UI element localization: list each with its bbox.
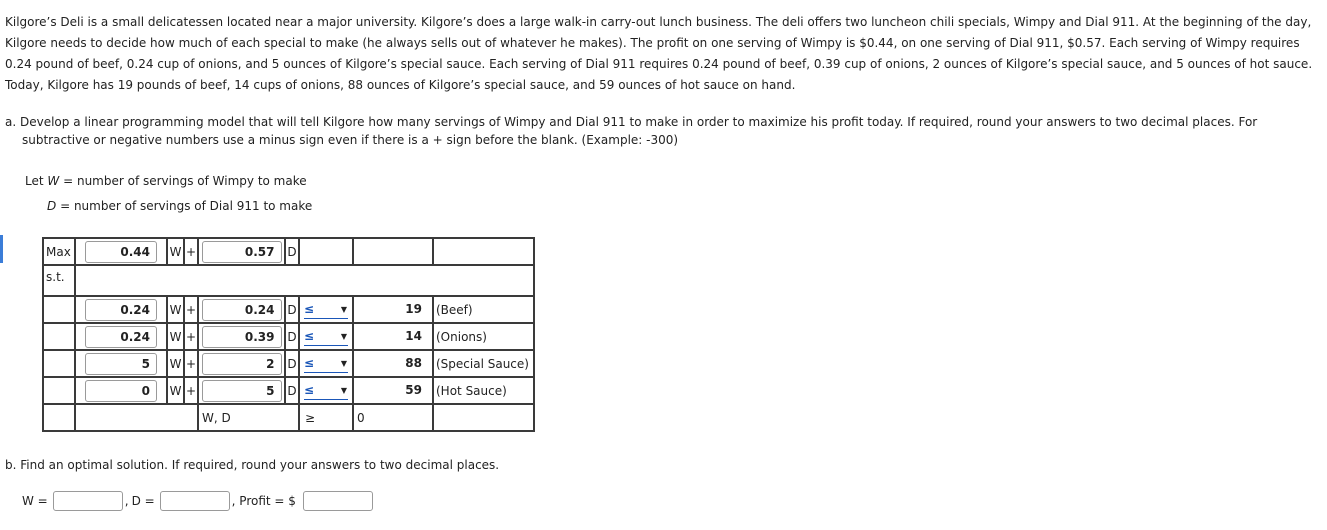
objective-row (43, 238, 534, 265)
problem-line: 0.24 pound of beef, 0.24 cup of onions, and 5 ounces of Kilgore’s special sauce. Each serving of Dial 911 requires 0.24 pound of beef, 0.39 cup of onions, 2 ounces of Kilgore’s special sauce, and 5 ounces of hot sauce. (5, 57, 1313, 71)
definition-d: D = number of servings of Dial 911 to make (47, 199, 313, 213)
onions-w-coef-input[interactable]: 0.24 (85, 326, 157, 348)
part-a-instructions (5, 113, 1305, 149)
separator: , (124, 494, 129, 508)
constraint-row-beef: 0.24 W + 0.24 D ≤ ▼ 19 (Beef) (43, 296, 534, 323)
hot-rhs-input[interactable]: 59 (405, 382, 422, 397)
constraint-name: (Beef) (433, 296, 534, 323)
onions-d-coef-input[interactable]: 0.39 (202, 326, 282, 348)
sauce-relation-select[interactable]: ≤ ▼ (304, 355, 348, 373)
problem-statement (5, 12, 1323, 96)
hot-d-coef-input[interactable]: 5 (202, 380, 282, 402)
beef-relation-select[interactable]: ≤ ▼ (304, 301, 348, 319)
definition-w: Let W = number of servings of Wimpy to make (25, 174, 307, 188)
part-b-instructions: b. Find an optimal solution. If required, round your answers to two decimal places. (5, 458, 500, 472)
d-answer-label: D = (131, 494, 155, 508)
dropdown-arrow-icon: ▼ (340, 385, 347, 395)
constraint-name: (Hot Sauce) (433, 377, 534, 404)
constraint-row-hot-sauce: 0 W + 5 D ≤ ▼ 59 (Hot Sauce) (43, 377, 534, 404)
nonneg-relation: ≥ (299, 404, 353, 431)
nonnegativity-row (43, 404, 534, 431)
sauce-rhs-input[interactable]: 88 (405, 355, 422, 370)
hot-w-coef-input[interactable]: 0 (85, 380, 157, 402)
onions-rhs-input[interactable]: 14 (405, 328, 422, 343)
answer-row (22, 491, 373, 511)
constraint-row-onions: 0.24 W + 0.39 D ≤ ▼ 14 (Onions) (43, 323, 534, 350)
st-row (43, 265, 534, 296)
w-answer-input[interactable] (53, 491, 123, 511)
sauce-w-coef-input[interactable]: 5 (85, 353, 157, 375)
sauce-d-coef-input[interactable]: 2 (202, 353, 282, 375)
objective-d-coef-input[interactable]: 0.57 (202, 241, 282, 263)
beef-d-coef-input[interactable]: 0.24 (202, 299, 282, 321)
var-w: W (167, 238, 184, 265)
constraint-name: (Special Sauce) (433, 350, 534, 377)
profit-answer-input[interactable] (303, 491, 373, 511)
constraint-name: (Onions) (433, 323, 534, 350)
onions-relation-select[interactable]: ≤ ▼ (304, 328, 348, 346)
dropdown-arrow-icon: ▼ (340, 304, 347, 314)
nonneg-vars: W, D (198, 404, 299, 431)
nonneg-rhs: 0 (353, 404, 433, 431)
objective-w-coef-input[interactable]: 0.44 (85, 241, 157, 263)
left-edge-tab (0, 235, 3, 263)
profit-answer-label: , Profit = $ (231, 494, 296, 508)
beef-w-coef-input[interactable]: 0.24 (85, 299, 157, 321)
part-a-line: subtractive or negative numbers use a minus sign even if there is a + sign before the blank. (Example: -300) (22, 133, 679, 147)
dropdown-arrow-icon: ▼ (340, 358, 347, 368)
dropdown-arrow-icon: ▼ (340, 331, 347, 341)
st-label: s.t. (43, 265, 75, 296)
problem-line: Kilgore’s Deli is a small delicatessen located near a major university. Kilgore’s does a large walk-in carry-out lunch business. The deli offers two luncheon chili specials, Wimpy and Dial 911. At the beginning of the day, (5, 15, 1312, 29)
w-answer-label: W = (22, 494, 48, 508)
part-a-line: a. Develop a linear programming model that will tell Kilgore how many servings of Wimpy and Dial 911 to make in order to maximize his profit today. If required, round your answers to two decimal places. For (5, 115, 1258, 129)
constraint-row-special-sauce: 5 W + 2 D ≤ ▼ 88 (Special Sauce) (43, 350, 534, 377)
plus-sign: + (184, 238, 198, 265)
beef-rhs-input[interactable]: 19 (405, 301, 422, 316)
lp-model-table (42, 237, 535, 432)
var-d: D (285, 238, 299, 265)
hot-relation-select[interactable]: ≤ ▼ (304, 382, 348, 400)
problem-line: Kilgore needs to decide how much of each special to make (he always sells out of whatever he makes). The profit on one serving of Wimpy is $0.44, on one serving of Dial 911, $0.57. Each serving of Wimpy requires (5, 36, 1300, 50)
max-label: Max (43, 238, 75, 265)
d-answer-input[interactable] (160, 491, 230, 511)
problem-line: Today, Kilgore has 19 pounds of beef, 14 cups of onions, 88 ounces of Kilgore’s special sauce, and 59 ounces of hot sauce on hand. (5, 78, 796, 92)
